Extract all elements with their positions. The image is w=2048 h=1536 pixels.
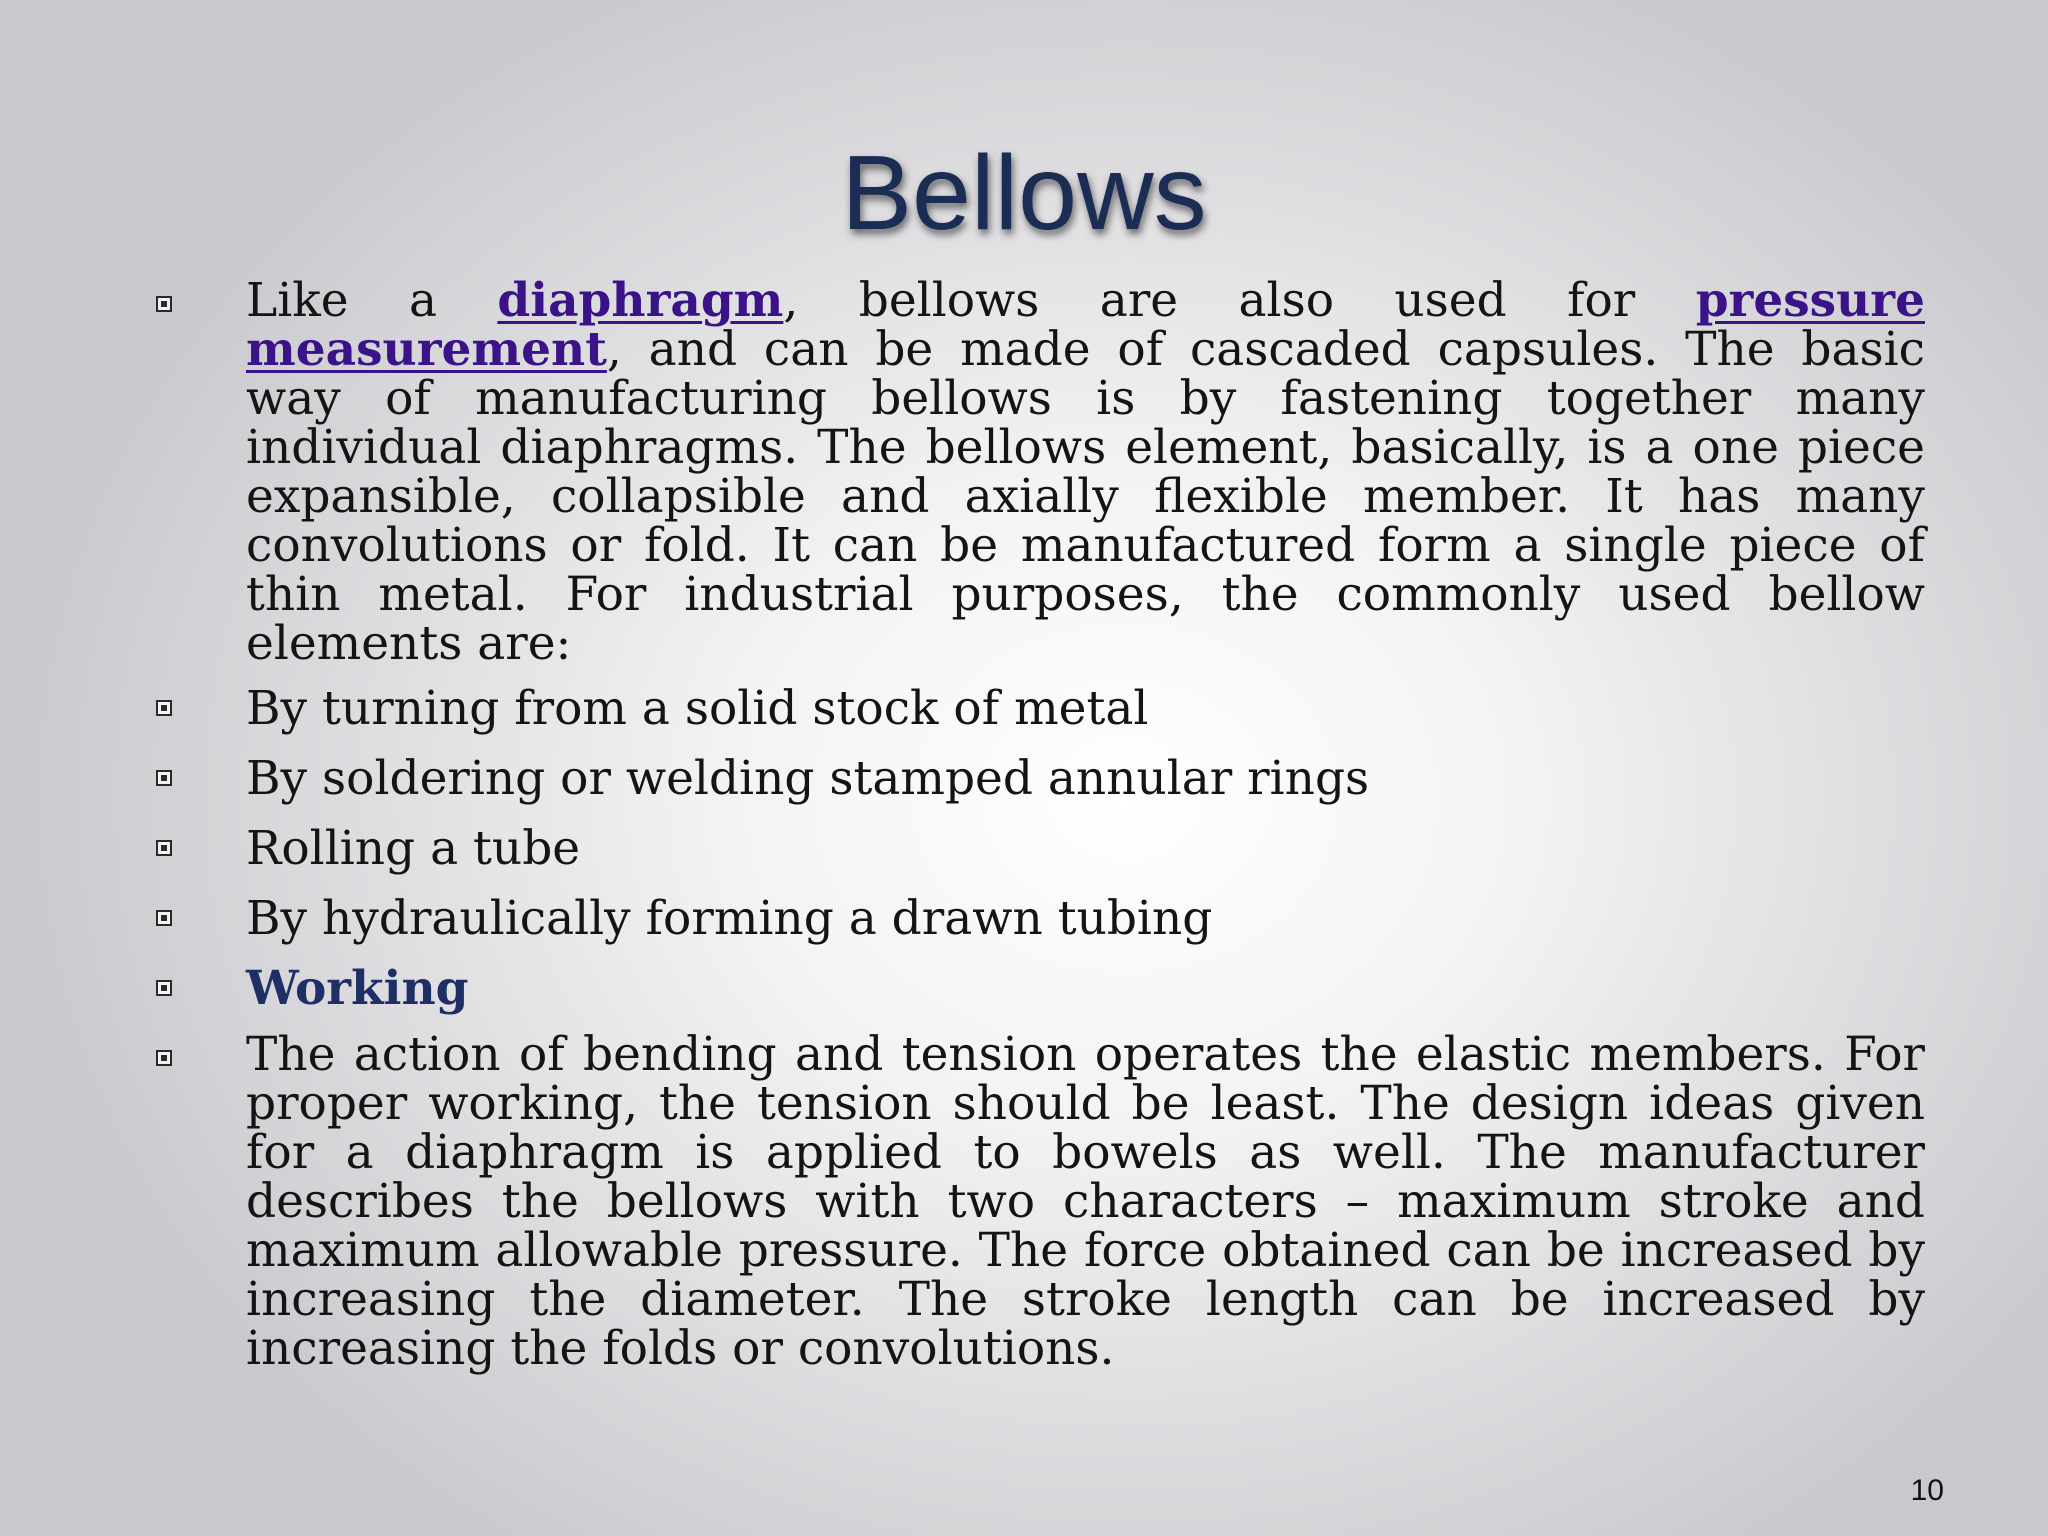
pressure-measurement-link[interactable]: pressure measurement (246, 273, 1925, 377)
bullet-text: The action of bending and tension operates the elastic members. For proper working, the tension should be least. The design ideas given for a diaphragm is applied to bowels as well. The manufacturer describes the bellows with two characters – maximum stroke and maximum allowable pressure. The force obtained can be increased by increasing the diameter. The stroke length can be increased by increasing the folds or convolutions. (246, 1027, 1925, 1376)
diaphragm-link[interactable]: diaphragm (497, 273, 784, 328)
bullet-text: By hydraulically forming a drawn tubing (246, 891, 1213, 946)
slide-title: Bellows (841, 134, 1207, 252)
bullet-text: By turning from a solid stock of metal (246, 681, 1149, 736)
square-bullet-icon (156, 910, 172, 926)
bullet-text-segment: , and can be made of cascaded capsules. The basic way of manufacturing bellows is by fastening together many individual diaphragms. The bellows element, basically, is a one piece expansible, collapsible and axially flexible member. It has many convolutions or fold. It can be manufactured form a single piece of thin metal. For industrial purposes, the commonly used bellow elements are: (246, 322, 1925, 671)
working-heading: Working (246, 961, 469, 1016)
bullet-item-working (150, 1027, 1925, 1376)
bullet-item (150, 680, 1925, 738)
bullet-item (150, 820, 1925, 878)
square-bullet-icon (156, 770, 172, 786)
bullet-text-segment: Like a (246, 273, 498, 328)
bullet-list (150, 273, 1925, 1385)
square-bullet-icon (156, 296, 172, 312)
bullet-item-intro (150, 273, 1925, 671)
bullet-text: By soldering or welding stamped annular rings (246, 751, 1370, 806)
page-number: 10 (1910, 1474, 1944, 1507)
bullet-item (150, 890, 1925, 948)
bullet-text-segment: , bellows are also used for (783, 273, 1696, 328)
bullet-item-heading (150, 960, 1925, 1018)
square-bullet-icon (156, 700, 172, 716)
bullet-text: Rolling a tube (246, 821, 581, 876)
bullet-text (246, 273, 1925, 671)
square-bullet-icon (156, 980, 172, 996)
bullet-item (150, 750, 1925, 808)
square-bullet-icon (156, 840, 172, 856)
square-bullet-icon (156, 1050, 172, 1066)
